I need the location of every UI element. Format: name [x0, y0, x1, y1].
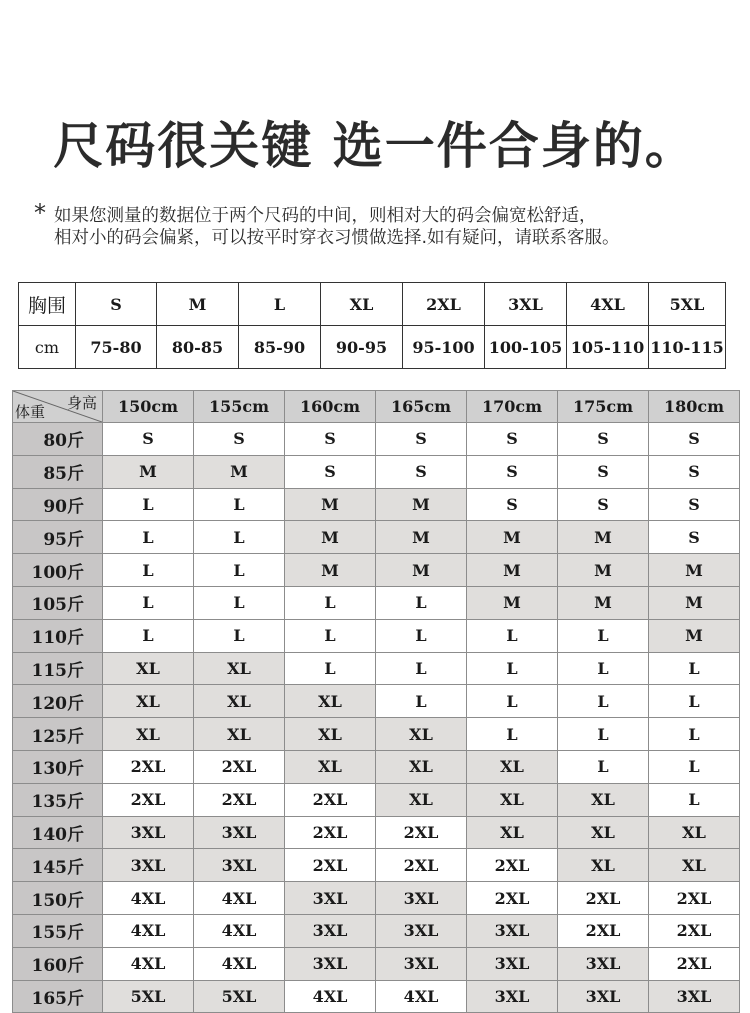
- size-cell: 5XL: [103, 980, 194, 1013]
- size-cell: S: [285, 423, 376, 456]
- table-row: [13, 882, 740, 915]
- size-cell: 2XL: [103, 783, 194, 816]
- table-row: [13, 718, 740, 751]
- chest-range-cell: 75-80: [76, 326, 157, 369]
- size-cell: XL: [194, 685, 285, 718]
- size-cell: S: [467, 488, 558, 521]
- size-cell: XL: [467, 750, 558, 783]
- size-cell: 3XL: [467, 914, 558, 947]
- weight-header-cell: 95斤: [13, 521, 103, 554]
- weight-header-cell: 135斤: [13, 783, 103, 816]
- size-cell: 3XL: [103, 816, 194, 849]
- size-cell: L: [649, 652, 740, 685]
- table-row: [13, 914, 740, 947]
- size-cell: XL: [558, 783, 649, 816]
- weight-header-cell: 120斤: [13, 685, 103, 718]
- chest-size-cell: L: [239, 283, 321, 326]
- size-cell: L: [558, 718, 649, 751]
- size-cell: 2XL: [649, 882, 740, 915]
- size-cell: M: [649, 554, 740, 587]
- size-cell: XL: [376, 750, 467, 783]
- size-cell: 4XL: [103, 882, 194, 915]
- chest-range-cell: 105-110: [567, 326, 649, 369]
- size-cell: 2XL: [558, 882, 649, 915]
- size-cell: XL: [558, 849, 649, 882]
- size-cell: 3XL: [285, 947, 376, 980]
- table-row: [13, 685, 740, 718]
- size-cell: M: [376, 554, 467, 587]
- size-cell: L: [558, 619, 649, 652]
- table-row: [13, 750, 740, 783]
- weight-header-cell: 105斤: [13, 586, 103, 619]
- size-cell: 2XL: [649, 947, 740, 980]
- size-cell: S: [285, 455, 376, 488]
- size-cell: XL: [194, 652, 285, 685]
- weight-header-cell: 140斤: [13, 816, 103, 849]
- table-row: [13, 619, 740, 652]
- size-cell: L: [649, 685, 740, 718]
- size-cell: L: [194, 488, 285, 521]
- size-cell: L: [103, 586, 194, 619]
- size-cell: L: [649, 783, 740, 816]
- size-cell: 2XL: [194, 783, 285, 816]
- size-cell: L: [649, 718, 740, 751]
- size-cell: 2XL: [194, 750, 285, 783]
- size-cell: M: [194, 455, 285, 488]
- table-row: [13, 586, 740, 619]
- size-cell: 4XL: [194, 914, 285, 947]
- chest-range-cell: 80-85: [157, 326, 239, 369]
- size-cell: M: [649, 586, 740, 619]
- table-row: [13, 423, 740, 456]
- size-cell: L: [103, 488, 194, 521]
- corner-height-label: 身高: [66, 394, 97, 412]
- weight-header-cell: 165斤: [13, 980, 103, 1013]
- chest-size-table: [18, 282, 726, 369]
- chest-size-cell: XL: [321, 283, 403, 326]
- size-cell: 3XL: [376, 914, 467, 947]
- table-row: [13, 455, 740, 488]
- size-cell: 3XL: [285, 882, 376, 915]
- weight-header-cell: 80斤: [13, 423, 103, 456]
- size-cell: L: [558, 750, 649, 783]
- size-cell: L: [103, 619, 194, 652]
- table-row: [13, 488, 740, 521]
- size-cell: 5XL: [194, 980, 285, 1013]
- size-cell: L: [194, 521, 285, 554]
- size-cell: S: [558, 488, 649, 521]
- size-cell: XL: [467, 783, 558, 816]
- table-corner-cell: [13, 391, 103, 423]
- size-cell: XL: [103, 718, 194, 751]
- table-row: [13, 652, 740, 685]
- size-cell: 4XL: [285, 980, 376, 1013]
- size-cell: L: [285, 652, 376, 685]
- size-cell: XL: [376, 718, 467, 751]
- size-cell: L: [103, 554, 194, 587]
- size-cell: 3XL: [649, 980, 740, 1013]
- chest-range-row: [19, 326, 726, 369]
- weight-header-cell: 85斤: [13, 455, 103, 488]
- chest-range-cell: 90-95: [321, 326, 403, 369]
- size-cell: XL: [558, 816, 649, 849]
- size-cell: L: [376, 652, 467, 685]
- size-cell: M: [467, 521, 558, 554]
- size-cell: S: [558, 423, 649, 456]
- size-cell: L: [103, 521, 194, 554]
- size-cell: L: [376, 619, 467, 652]
- chest-label: 胸围: [19, 283, 76, 326]
- size-cell: XL: [285, 685, 376, 718]
- size-cell: 3XL: [467, 947, 558, 980]
- size-cell: 2XL: [467, 882, 558, 915]
- size-cell: 3XL: [285, 914, 376, 947]
- chest-range-cell: 100-105: [485, 326, 567, 369]
- chest-range-cell: 85-90: [239, 326, 321, 369]
- height-header-row: [13, 391, 740, 423]
- size-cell: S: [376, 455, 467, 488]
- size-cell: 2XL: [376, 816, 467, 849]
- size-cell: S: [649, 423, 740, 456]
- size-cell: M: [285, 521, 376, 554]
- chest-size-cell: 2XL: [403, 283, 485, 326]
- corner-weight-label: 体重: [15, 403, 46, 421]
- size-cell: M: [376, 488, 467, 521]
- size-cell: S: [649, 455, 740, 488]
- height-header-cell: 170cm: [467, 391, 558, 423]
- size-cell: S: [649, 488, 740, 521]
- size-cell: M: [376, 521, 467, 554]
- chest-size-cell: 5XL: [649, 283, 726, 326]
- size-cell: 3XL: [376, 882, 467, 915]
- page-title: 尺码很关键 选一件合身的。: [53, 117, 697, 175]
- weight-header-cell: 145斤: [13, 849, 103, 882]
- size-cell: 4XL: [376, 980, 467, 1013]
- size-cell: XL: [103, 685, 194, 718]
- weight-header-cell: 110斤: [13, 619, 103, 652]
- chest-size-row: [19, 283, 726, 326]
- size-cell: L: [649, 750, 740, 783]
- size-cell: L: [467, 652, 558, 685]
- size-cell: S: [103, 423, 194, 456]
- table-row: [13, 980, 740, 1013]
- size-cell: L: [376, 685, 467, 718]
- size-cell: XL: [649, 849, 740, 882]
- weight-header-cell: 125斤: [13, 718, 103, 751]
- size-cell: 2XL: [467, 849, 558, 882]
- size-cell: 2XL: [649, 914, 740, 947]
- table-row: [13, 783, 740, 816]
- size-cell: 4XL: [194, 947, 285, 980]
- size-cell: 3XL: [194, 816, 285, 849]
- size-cell: L: [194, 586, 285, 619]
- size-cell: L: [558, 685, 649, 718]
- size-cell: S: [558, 455, 649, 488]
- height-header-cell: 160cm: [285, 391, 376, 423]
- size-cell: 2XL: [558, 914, 649, 947]
- size-cell: L: [285, 619, 376, 652]
- size-cell: S: [467, 423, 558, 456]
- size-cell: L: [467, 619, 558, 652]
- size-cell: M: [558, 521, 649, 554]
- height-header-cell: 150cm: [103, 391, 194, 423]
- size-cell: M: [558, 554, 649, 587]
- size-cell: 3XL: [558, 947, 649, 980]
- size-cell: 3XL: [103, 849, 194, 882]
- size-cell: XL: [285, 718, 376, 751]
- height-header-cell: 155cm: [194, 391, 285, 423]
- size-cell: XL: [376, 783, 467, 816]
- height-header-cell: 175cm: [558, 391, 649, 423]
- size-cell: L: [376, 586, 467, 619]
- weight-header-cell: 160斤: [13, 947, 103, 980]
- size-cell: L: [194, 554, 285, 587]
- table-row: [13, 521, 740, 554]
- size-cell: XL: [467, 816, 558, 849]
- weight-header-cell: 115斤: [13, 652, 103, 685]
- table-row: [13, 849, 740, 882]
- size-cell: 3XL: [467, 980, 558, 1013]
- size-cell: L: [194, 619, 285, 652]
- table-row: [13, 816, 740, 849]
- weight-header-cell: 155斤: [13, 914, 103, 947]
- size-cell: L: [558, 652, 649, 685]
- height-weight-size-table: [12, 390, 740, 1013]
- chest-size-cell: S: [76, 283, 157, 326]
- size-cell: S: [376, 423, 467, 456]
- height-header-cell: 165cm: [376, 391, 467, 423]
- size-cell: XL: [285, 750, 376, 783]
- size-cell: 4XL: [194, 882, 285, 915]
- size-cell: XL: [103, 652, 194, 685]
- size-advice-note: [34, 199, 744, 249]
- size-cell: 3XL: [376, 947, 467, 980]
- size-cell: M: [285, 554, 376, 587]
- note-line-2: 相对小的码会偏紧，可以按平时穿衣习惯做选择.如有疑问，请联系客服。: [54, 228, 620, 248]
- chest-size-cell: 3XL: [485, 283, 567, 326]
- size-cell: 3XL: [194, 849, 285, 882]
- size-cell: M: [103, 455, 194, 488]
- size-cell: 2XL: [285, 783, 376, 816]
- table-row: [13, 554, 740, 587]
- size-cell: 4XL: [103, 914, 194, 947]
- weight-header-cell: 150斤: [13, 882, 103, 915]
- size-cell: S: [194, 423, 285, 456]
- size-cell: S: [467, 455, 558, 488]
- size-cell: 2XL: [285, 849, 376, 882]
- size-cell: S: [649, 521, 740, 554]
- note-line-1: 如果您测量的数据位于两个尺码的中间，则相对大的码会偏宽松舒适，: [54, 206, 597, 226]
- weight-header-cell: 130斤: [13, 750, 103, 783]
- chest-size-cell: 4XL: [567, 283, 649, 326]
- size-cell: M: [467, 586, 558, 619]
- size-cell: 2XL: [285, 816, 376, 849]
- size-cell: 2XL: [103, 750, 194, 783]
- chest-range-cell: 95-100: [403, 326, 485, 369]
- size-cell: M: [558, 586, 649, 619]
- table-row: [13, 947, 740, 980]
- size-cell: M: [467, 554, 558, 587]
- chest-unit: cm: [19, 326, 76, 369]
- chest-size-cell: M: [157, 283, 239, 326]
- weight-header-cell: 90斤: [13, 488, 103, 521]
- size-cell: XL: [194, 718, 285, 751]
- chest-range-cell: 110-115: [649, 326, 726, 369]
- size-cell: M: [649, 619, 740, 652]
- size-cell: XL: [649, 816, 740, 849]
- size-cell: M: [285, 488, 376, 521]
- size-cell: 2XL: [376, 849, 467, 882]
- height-header-cell: 180cm: [649, 391, 740, 423]
- size-cell: 4XL: [103, 947, 194, 980]
- weight-header-cell: 100斤: [13, 554, 103, 587]
- size-cell: L: [285, 586, 376, 619]
- size-cell: 3XL: [558, 980, 649, 1013]
- asterisk-icon: *: [34, 199, 46, 227]
- size-cell: L: [467, 685, 558, 718]
- size-cell: L: [467, 718, 558, 751]
